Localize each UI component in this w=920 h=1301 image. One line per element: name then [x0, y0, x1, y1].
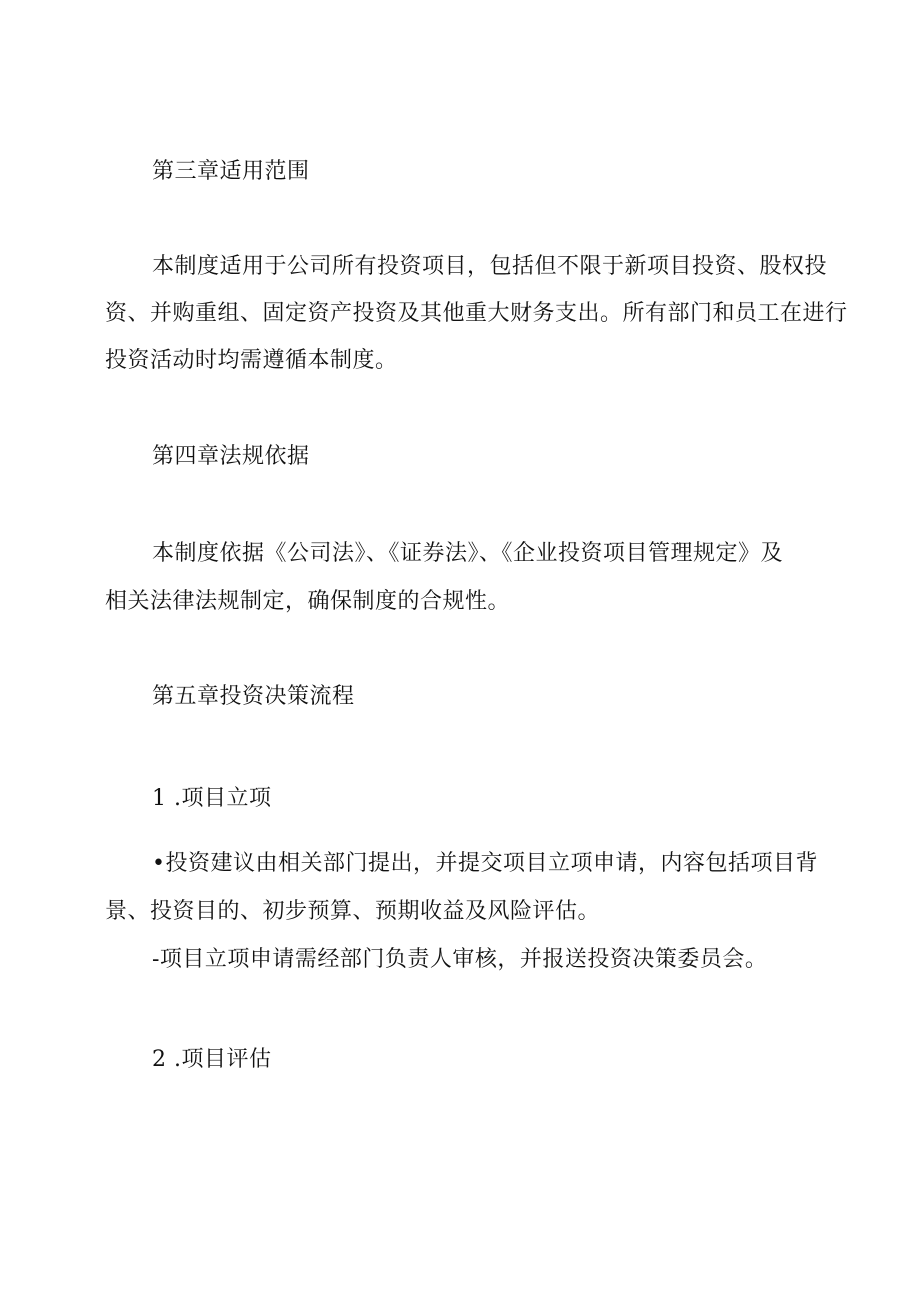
chapter-3-paragraph-line-3: 投资活动时均需遵循本制度。 [105, 348, 398, 373]
chapter-4-heading: 第四章法规依据 [152, 444, 310, 469]
item-1-title: 1 .项目立项 [152, 786, 272, 811]
item-1-bullet-line-2: 景、投资目的、初步预算、预期收益及风险评估。 [105, 899, 601, 924]
item-2-title: 2 .项目评估 [152, 1047, 272, 1072]
item-1-bullet-line-1: •投资建议由相关部门提出，并提交项目立项申请，内容包括项目背 [152, 851, 818, 876]
chapter-3-paragraph-line-1: 本制度适用于公司所有投资项目，包括但不限于新项目投资、股权投 [152, 254, 828, 279]
chapter-4-paragraph-line-2: 相关法律法规制定，确保制度的合规性。 [105, 589, 511, 614]
chapter-5-heading: 第五章投资决策流程 [152, 684, 355, 709]
chapter-3-heading: 第三章适用范围 [152, 159, 310, 184]
chapter-4-paragraph-line-1: 本制度依据《公司法》、《证券法》、《企业投资项目管理规定》及 [152, 541, 784, 566]
chapter-3-paragraph-line-2: 资、并购重组、固定资产投资及其他重大财务支出。所有部门和员工在进行 [105, 301, 848, 326]
item-1-dash-line: -项目立项申请需经部门负责人审核，并报送投资决策委员会。 [152, 947, 768, 972]
